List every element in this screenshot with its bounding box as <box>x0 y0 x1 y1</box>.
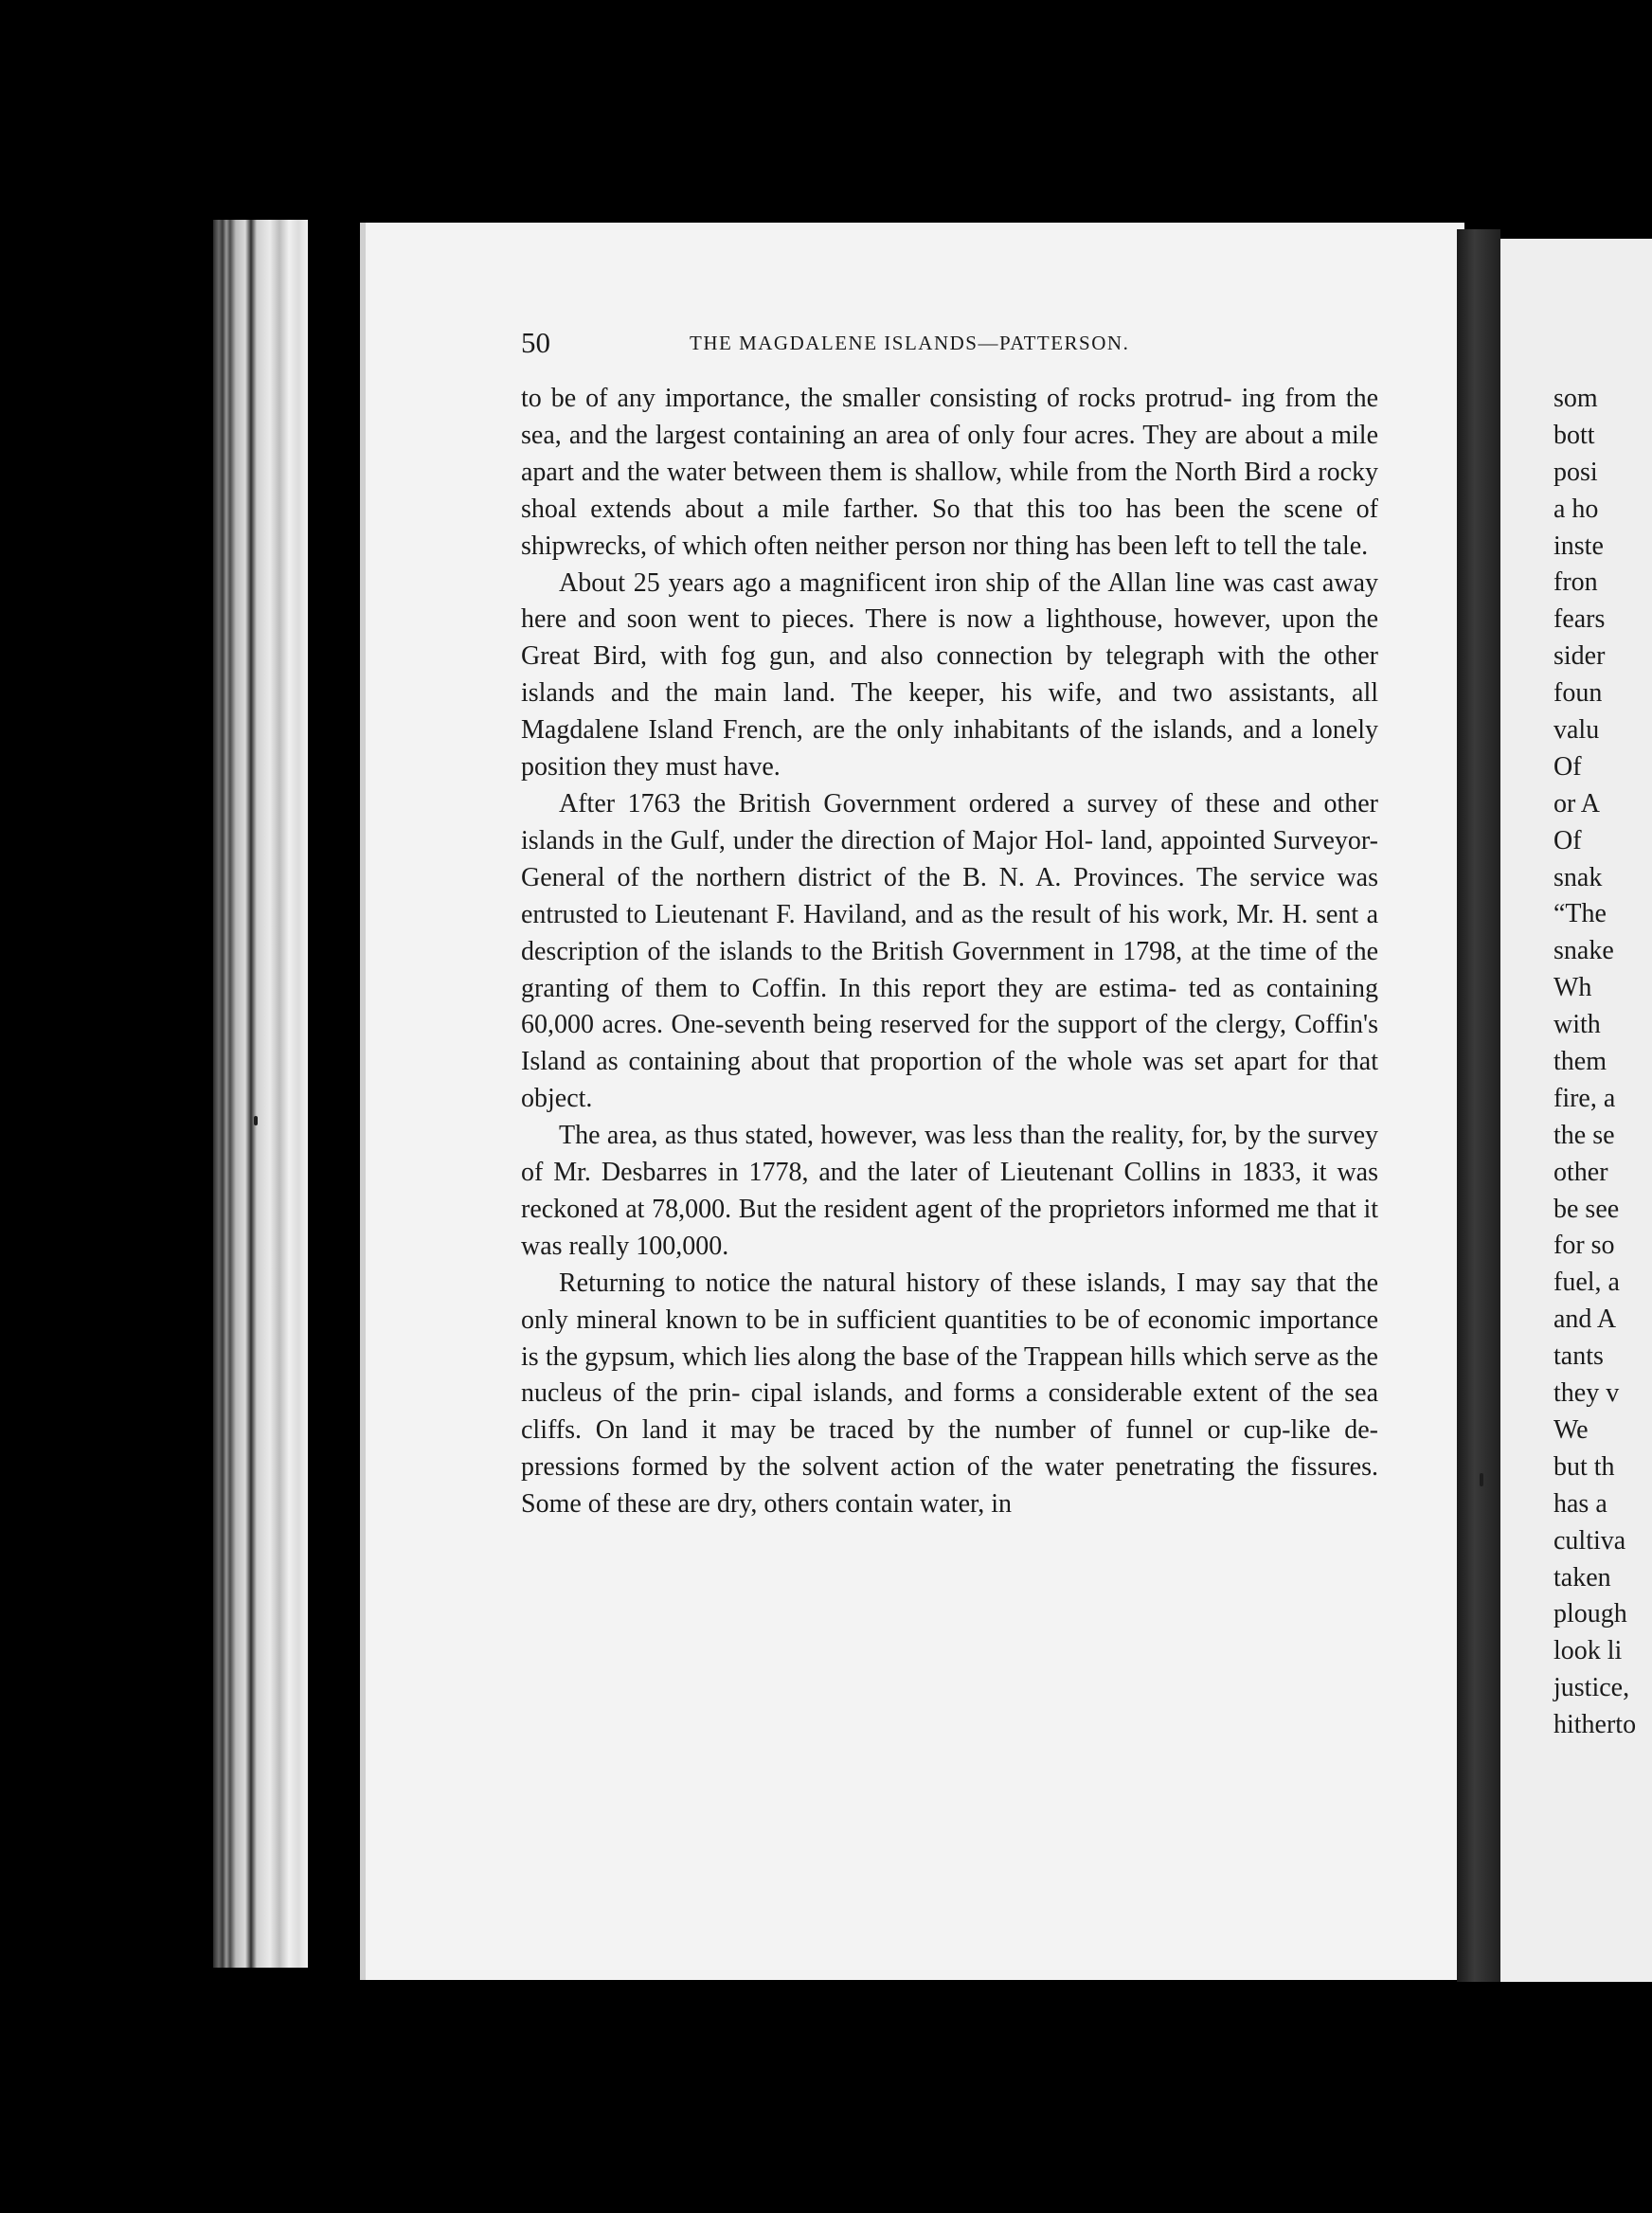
facing-page-fragment: valu <box>1553 715 1600 746</box>
facing-page-fragment: fron <box>1553 567 1598 598</box>
page-number: 50 <box>521 326 550 359</box>
facing-page-fragment: som <box>1553 384 1598 413</box>
facing-page-fragment: hitherto <box>1553 1710 1637 1740</box>
text-line: ing from the sea, and the largest containing an area of only four <box>521 384 1379 450</box>
text-line: is shallow, while from the North Bird a rocky shoal extends <box>521 457 1379 524</box>
text-line: shipwrecks, of which often neither person nor thing has been left <box>521 531 1211 561</box>
text-line: Lieutenant Collins in 1833, it was reckoned at 78,000. But the <box>521 1158 1379 1224</box>
facing-page-fragment: snake <box>1553 936 1614 966</box>
book-page-edges <box>213 220 308 1968</box>
facing-page-fragment: Of <box>1553 751 1582 782</box>
text-line: for, by the survey of Mr. Desbarres in 1778, and the later of <box>521 1121 1379 1188</box>
facing-page-fragment: they v <box>1553 1378 1620 1409</box>
facing-page-fragment: and A <box>1553 1304 1617 1335</box>
text-line: B. N. A. Provinces. The service was entrusted to Lieutenant F. <box>521 862 1378 929</box>
text-line: Haviland, and as the result of his work, Mr. H. sent a description <box>521 899 1379 966</box>
text-line: be of economic importance is the gypsum, which lies along the <box>521 1304 1378 1372</box>
text-line: say that the only mineral known to be in sufficient quantities to <box>521 1268 1379 1335</box>
text-line: pressions formed by the solvent action of the water penetrating <box>521 1452 1235 1483</box>
facing-page-fragment: fuel, a <box>1553 1268 1620 1298</box>
paragraph <box>521 381 1378 566</box>
facing-page-fragment: bott <box>1553 420 1595 450</box>
facing-page-fragment: taken <box>1553 1562 1611 1592</box>
text-line: lighthouse, however, upon the Great Bird, with fog gun, and <box>521 604 1378 672</box>
facing-page-fragment: plough <box>1553 1599 1627 1629</box>
facing-page-fragment: We <box>1553 1414 1589 1445</box>
facing-page-fragment: them <box>1553 1047 1607 1077</box>
text-line: the granting of them to Coffin. In this report they are estima- <box>521 936 1379 1003</box>
text-line: land it may be traced by the number of funnel or cup-like de- <box>641 1415 1379 1446</box>
facing-page-fragment: be see <box>1553 1194 1620 1224</box>
text-line: was cast away here and soon went to pieces. There is now a <box>521 567 1379 635</box>
facing-page-fragment: a ho <box>1553 494 1599 524</box>
facing-page-fragment: other <box>1553 1157 1608 1187</box>
text-line: also connection by telegraph with the other islands and the main <box>521 641 1378 709</box>
facing-page-fragment: Of <box>1553 825 1582 855</box>
body-text <box>521 381 1378 1523</box>
facing-page-fragment: fire, a <box>1553 1083 1616 1113</box>
facing-page-fragment: inste <box>1553 531 1604 561</box>
facing-page-text <box>1553 381 1652 1744</box>
book-gutter <box>1457 229 1500 1982</box>
text-line: to be of any importance, the smaller consisting of rocks protrud- <box>521 384 1232 413</box>
text-line: the fissures. Some of these are dry, others contain water, in <box>521 1452 1378 1520</box>
facing-page-fragment: sider <box>1553 641 1606 672</box>
facing-page-fragment: or A <box>1553 788 1600 819</box>
facing-page-fragment: snak <box>1553 862 1603 892</box>
running-head: THE MAGDALENE ISLANDS—PATTERSON. <box>690 332 1130 354</box>
facing-page-fragment: “The <box>1553 899 1607 929</box>
text-line: of the islands to the British Government in 1798, at the time of <box>647 936 1338 966</box>
facing-page-fragment: has a <box>1553 1488 1607 1519</box>
facing-page-fragment: justice, <box>1553 1673 1630 1703</box>
text-line: land, appointed Surveyor-General of the northern district of the <box>521 825 1378 892</box>
scan-speck <box>254 1116 258 1125</box>
facing-page-fragment: posi <box>1553 457 1598 487</box>
scan-speck <box>1480 1473 1483 1486</box>
facing-page-fragment: Wh <box>1553 973 1592 1003</box>
facing-page-fragment: tants <box>1553 1341 1604 1372</box>
text-line: The area, as thus stated, however, was less than the reality, <box>559 1121 1185 1151</box>
page-header <box>521 326 1212 364</box>
text-line: Returning to notice the natural history of these islands, I may <box>559 1268 1241 1298</box>
facing-page-fragment: for so <box>1553 1231 1615 1261</box>
text-line: the support of the clergy, Coffin's Island as containing about <box>521 1010 1378 1077</box>
text-line: resident agent of the proprietors informed me that it was really <box>521 1194 1379 1261</box>
facing-page-fragment: foun <box>1553 678 1603 709</box>
text-line: acres. They are about a mile apart and the water between them <box>521 420 1379 487</box>
text-line: to tell the tale. <box>1216 531 1369 561</box>
text-line: 100,000. <box>636 1231 729 1261</box>
text-line: land. The keeper, his wife, and two assistants, all Magdalene <box>521 678 1379 746</box>
text-line: ted as containing 60,000 acres. One-seventh being reserved for <box>521 973 1379 1040</box>
text-line: Island French, are the only inhabitants of the islands, and a <box>648 715 1302 746</box>
paragraph <box>521 786 1378 1118</box>
facing-page-fragment: cultiva <box>1553 1525 1626 1556</box>
text-line: About 25 years ago a magnificent iron ship of the Allan line <box>559 567 1215 598</box>
facing-page-fragment: look li <box>1553 1636 1623 1666</box>
text-line: and other islands in the Gulf, under the direction of Major Hol- <box>521 788 1378 855</box>
text-line: lonely position they must have. <box>521 715 1379 783</box>
paragraph <box>521 1266 1378 1523</box>
facing-page-fragment: the se <box>1553 1120 1615 1150</box>
text-line: base of the Trappean hills which serve as the nucleus of the prin- <box>521 1341 1378 1409</box>
text-line: cipal islands, and forms a considerable extent of the sea cliffs. On <box>521 1378 1379 1446</box>
text-line: that proportion of the whole was set apart for that object. <box>521 1047 1379 1114</box>
paragraph <box>521 1118 1378 1266</box>
text-line: about a mile farther. So that this too has been the scene of <box>684 494 1379 524</box>
facing-page-fragment: fears <box>1553 604 1606 635</box>
facing-page-fragment: with <box>1553 1010 1601 1040</box>
facing-page-fragment: but th <box>1553 1451 1615 1482</box>
text-line: After 1763 the British Government ordered a survey of these <box>559 788 1261 819</box>
paragraph <box>521 566 1378 786</box>
